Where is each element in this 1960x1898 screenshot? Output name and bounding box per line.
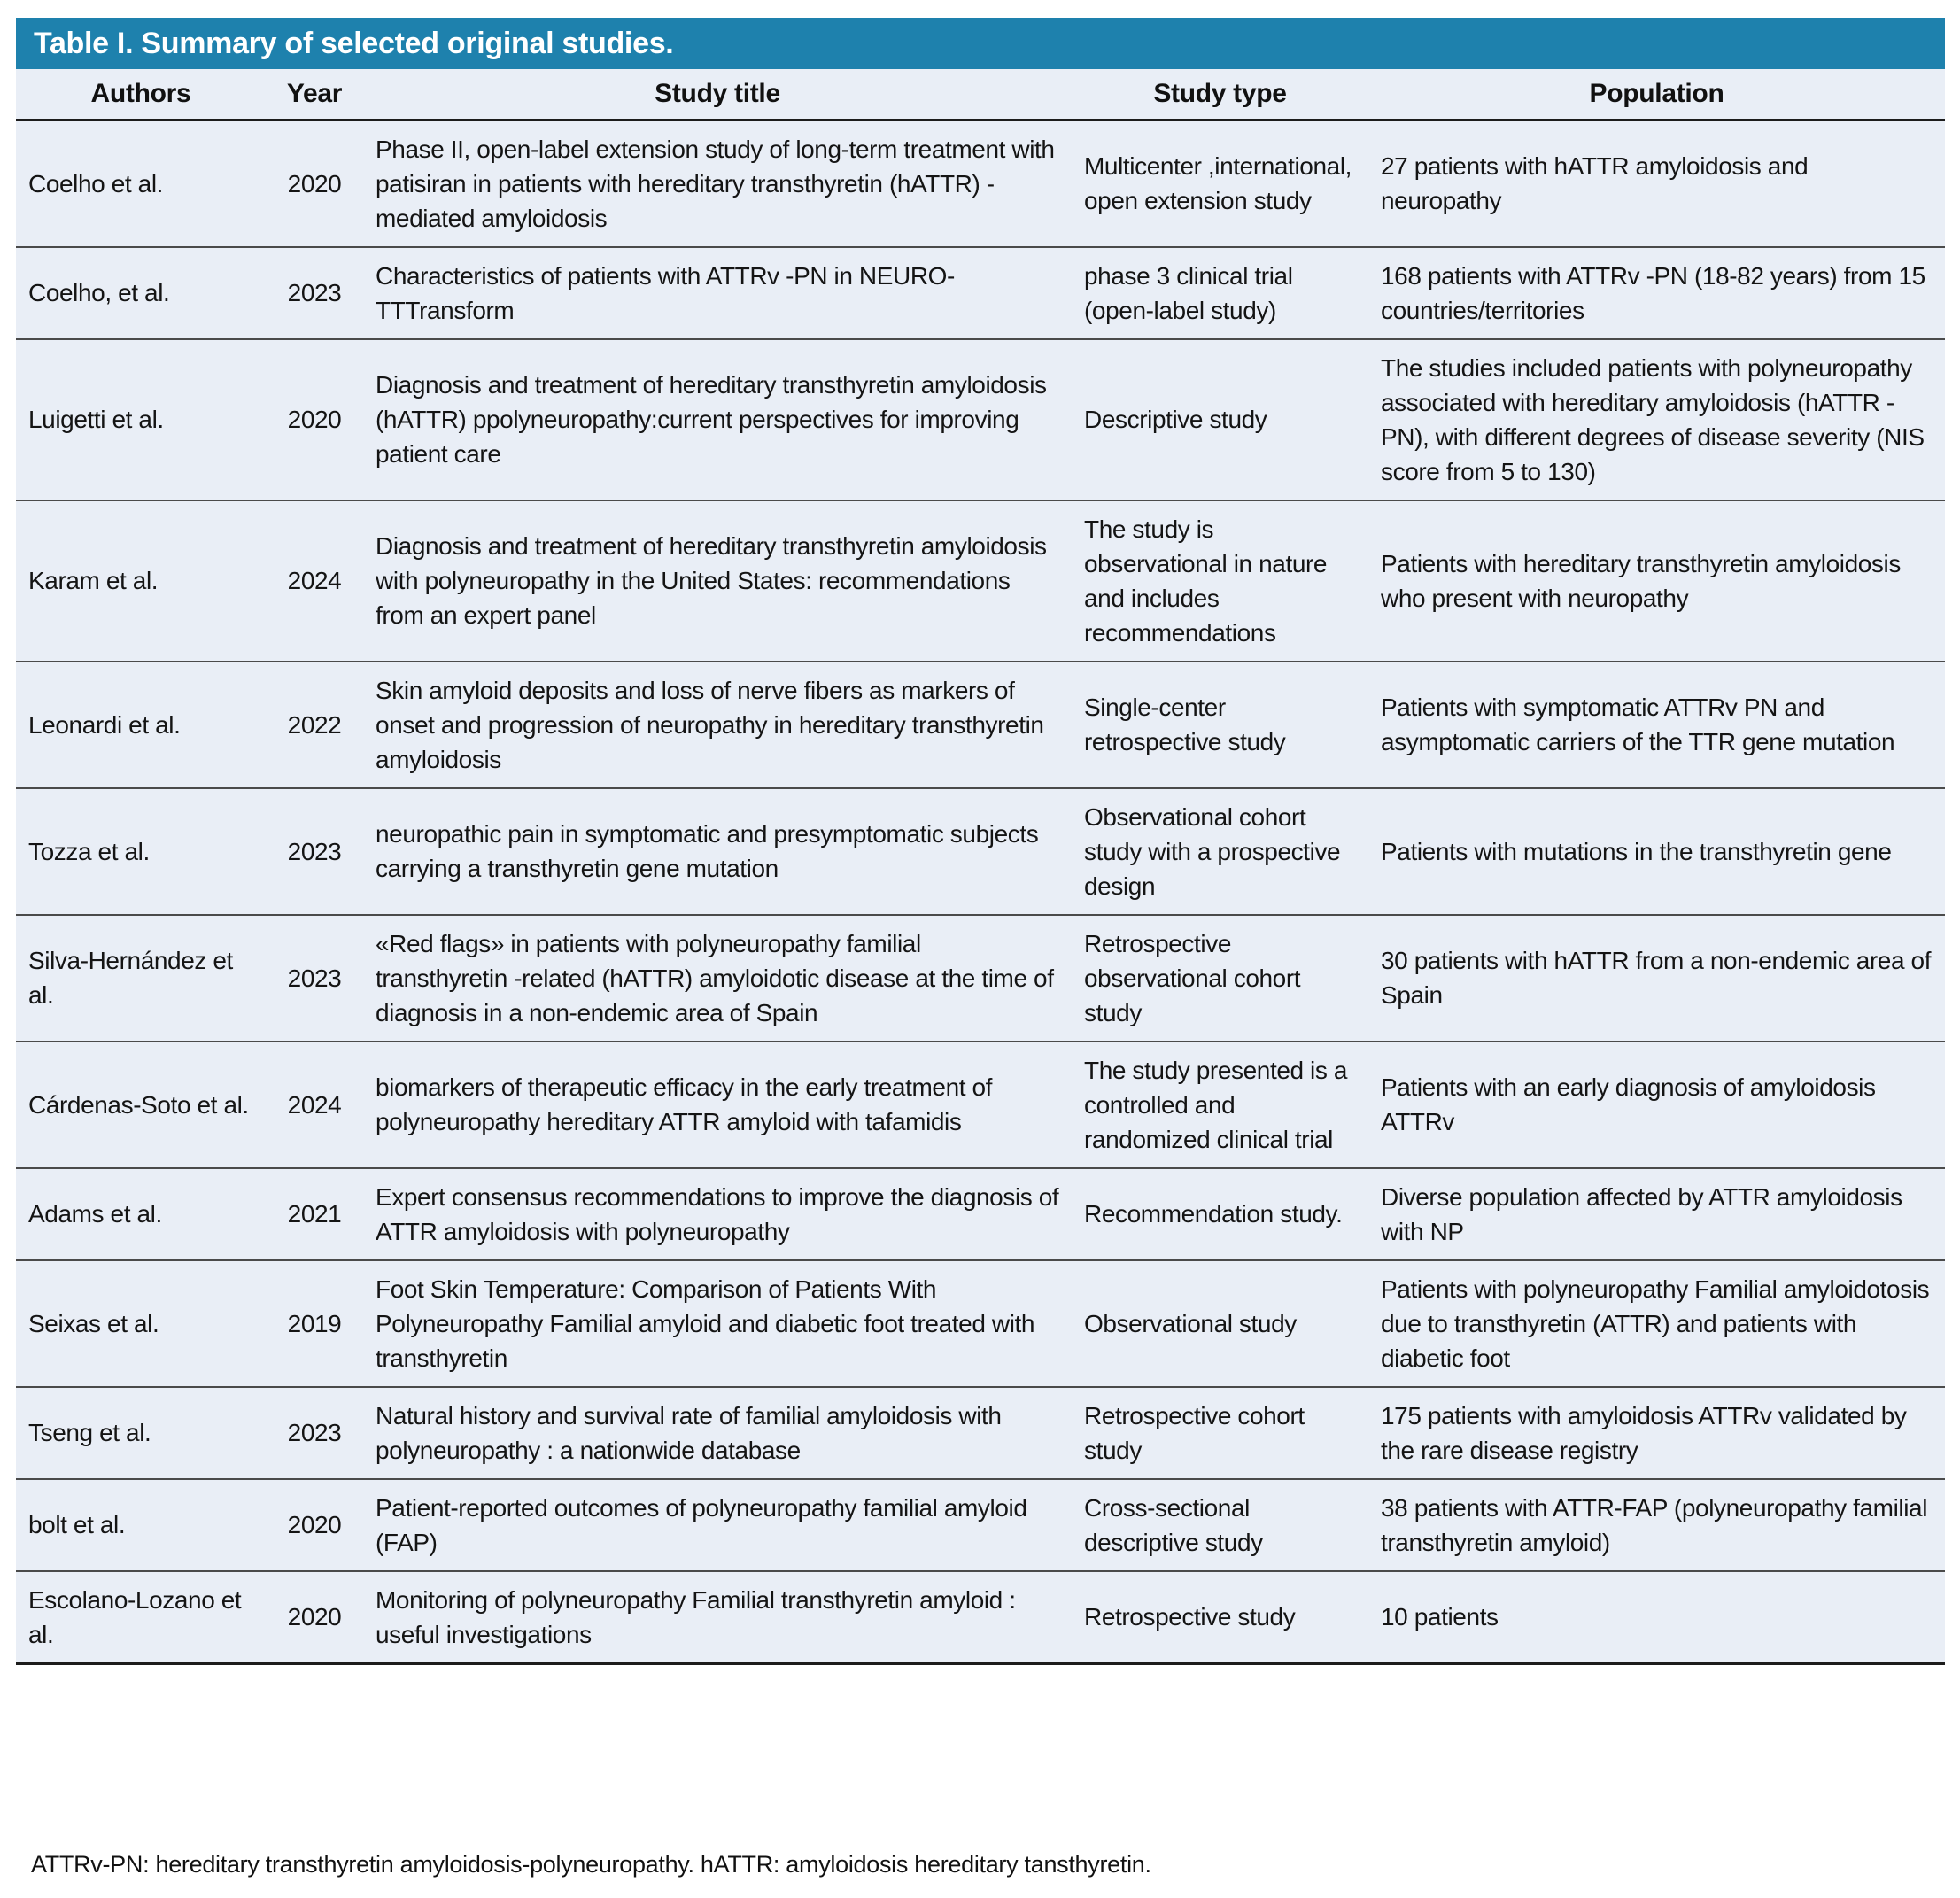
authors-cell: Silva-Hernández et al.: [16, 915, 266, 1042]
authors-cell: Leonardi et al.: [16, 662, 266, 788]
table-row: [16, 1260, 1945, 1387]
authors-cell: Tozza et al.: [16, 788, 266, 915]
population-cell: Patients with hereditary transthyretin amyloidosis who present with neuropathy: [1368, 500, 1945, 662]
year-cell: 2019: [266, 1260, 363, 1387]
year-cell: 2020: [266, 339, 363, 500]
study-title-cell: Diagnosis and treatment of hereditary transthyretin amyloidosis (hATTR) ppolyneuropathy:current perspectives for improving patient care: [363, 339, 1072, 500]
authors-cell: bolt et al.: [16, 1479, 266, 1571]
study-title-cell: neuropathic pain in symptomatic and presymptomatic subjects carrying a transthyretin gene mutation: [363, 788, 1072, 915]
table-row: [16, 662, 1945, 788]
year-cell: 2023: [266, 788, 363, 915]
study-title-cell: biomarkers of therapeutic efficacy in the early treatment of polyneuropathy hereditary ATTR amyloid with tafamidis: [363, 1042, 1072, 1168]
population-cell: Patients with polyneuropathy Familial amyloidotosis due to transthyretin (ATTR) and patients with diabetic foot: [1368, 1260, 1945, 1387]
study-type-cell: Observational study: [1072, 1260, 1368, 1387]
population-cell: 38 patients with ATTR-FAP (polyneuropathy familial transthyretin amyloid): [1368, 1479, 1945, 1571]
population-cell: 27 patients with hATTR amyloidosis and neuropathy: [1368, 120, 1945, 247]
table-row: [16, 1571, 1945, 1664]
population-cell: 168 patients with ATTRv -PN (18-82 years) from 15 countries/territories: [1368, 247, 1945, 339]
year-cell: 2021: [266, 1168, 363, 1260]
study-title-cell: Patient-reported outcomes of polyneuropathy familial amyloid (FAP): [363, 1479, 1072, 1571]
study-title-cell: Characteristics of patients with ATTRv -PN in NEURO- TTTransform: [363, 247, 1072, 339]
authors-cell: Escolano-Lozano et al.: [16, 1571, 266, 1664]
column-header-study-title: Study title: [363, 69, 1072, 120]
year-cell: 2020: [266, 1571, 363, 1664]
year-cell: 2023: [266, 915, 363, 1042]
population-cell: 10 patients: [1368, 1571, 1945, 1664]
table-row: [16, 1479, 1945, 1571]
year-cell: 2023: [266, 247, 363, 339]
table-row: [16, 1168, 1945, 1260]
study-type-cell: The study presented is a controlled and randomized clinical trial: [1072, 1042, 1368, 1168]
study-title-cell: Expert consensus recommendations to improve the diagnosis of ATTR amyloidosis with polyneuropathy: [363, 1168, 1072, 1260]
table-row: [16, 788, 1945, 915]
authors-cell: Luigetti et al.: [16, 339, 266, 500]
study-type-cell: Observational cohort study with a prospective design: [1072, 788, 1368, 915]
study-type-cell: Single-center retrospective study: [1072, 662, 1368, 788]
study-title-cell: Skin amyloid deposits and loss of nerve fibers as markers of onset and progression of neuropathy in hereditary transthyretin amyloidosis: [363, 662, 1072, 788]
study-type-cell: Retrospective cohort study: [1072, 1387, 1368, 1479]
study-type-cell: Recommendation study.: [1072, 1168, 1368, 1260]
column-header-year: Year: [266, 69, 363, 120]
study-title-cell: Diagnosis and treatment of hereditary transthyretin amyloidosis with polyneuropathy in the United States: recommendations from an expert panel: [363, 500, 1072, 662]
authors-cell: Coelho, et al.: [16, 247, 266, 339]
year-cell: 2020: [266, 1479, 363, 1571]
population-cell: Diverse population affected by ATTR amyloidosis with NP: [1368, 1168, 1945, 1260]
authors-cell: Tseng et al.: [16, 1387, 266, 1479]
population-cell: Patients with an early diagnosis of amyloidosis ATTRv: [1368, 1042, 1945, 1168]
table-footnote: ATTRv-PN: hereditary transthyretin amyloidosis-polyneuropathy. hATTR: amyloidosis hereditary tansthyretin.: [31, 1851, 1151, 1878]
study-type-cell: Retrospective study: [1072, 1571, 1368, 1664]
population-cell: Patients with symptomatic ATTRv PN and asymptomatic carriers of the TTR gene mutation: [1368, 662, 1945, 788]
table-row: [16, 120, 1945, 247]
year-cell: 2024: [266, 500, 363, 662]
table-row: [16, 915, 1945, 1042]
year-cell: 2024: [266, 1042, 363, 1168]
population-cell: 175 patients with amyloidosis ATTRv validated by the rare disease registry: [1368, 1387, 1945, 1479]
authors-cell: Seixas et al.: [16, 1260, 266, 1387]
table-row: [16, 1387, 1945, 1479]
table-row: [16, 500, 1945, 662]
year-cell: 2023: [266, 1387, 363, 1479]
summary-table: [16, 18, 1945, 1665]
column-header-authors: Authors: [16, 69, 266, 120]
study-title-cell: Phase II, open-label extension study of long-term treatment with patisiran in patients with hereditary transthyretin (hATTR) -mediated amyloidosis: [363, 120, 1072, 247]
study-type-cell: Cross-sectional descriptive study: [1072, 1479, 1368, 1571]
table-row: [16, 339, 1945, 500]
year-cell: 2022: [266, 662, 363, 788]
column-header-population: Population: [1368, 69, 1945, 120]
header-row: [16, 69, 1945, 120]
study-type-cell: Retrospective observational cohort study: [1072, 915, 1368, 1042]
authors-cell: Adams et al.: [16, 1168, 266, 1260]
year-cell: 2020: [266, 120, 363, 247]
study-title-cell: Foot Skin Temperature: Comparison of Patients With Polyneuropathy Familial amyloid and diabetic foot treated with transthyretin: [363, 1260, 1072, 1387]
authors-cell: Cárdenas-Soto et al.: [16, 1042, 266, 1168]
authors-cell: Coelho et al.: [16, 120, 266, 247]
study-title-cell: Natural history and survival rate of familial amyloidosis with polyneuropathy : a nationwide database: [363, 1387, 1072, 1479]
study-title-cell: «Red flags» in patients with polyneuropathy familial transthyretin -related (hATTR) amyloidotic disease at the time of diagnosis in a non-endemic area of Spain: [363, 915, 1072, 1042]
study-type-cell: phase 3 clinical trial (open-label study): [1072, 247, 1368, 339]
table-row: [16, 247, 1945, 339]
authors-cell: Karam et al.: [16, 500, 266, 662]
population-cell: Patients with mutations in the transthyretin gene: [1368, 788, 1945, 915]
study-title-cell: Monitoring of polyneuropathy Familial transthyretin amyloid : useful investigations: [363, 1571, 1072, 1664]
column-header-study-type: Study type: [1072, 69, 1368, 120]
study-type-cell: Multicenter ,international, open extension study: [1072, 120, 1368, 247]
table-row: [16, 1042, 1945, 1168]
study-type-cell: Descriptive study: [1072, 339, 1368, 500]
table-title: Table I. Summary of selected original studies.: [16, 18, 1945, 69]
studies-table: [16, 69, 1945, 1665]
population-cell: 30 patients with hATTR from a non-endemic area of Spain: [1368, 915, 1945, 1042]
study-type-cell: The study is observational in nature and includes recommendations: [1072, 500, 1368, 662]
population-cell: The studies included patients with polyneuropathy associated with hereditary amyloidosis (hATTR - PN), with different degrees of disease severity (NIS score from 5 to 130): [1368, 339, 1945, 500]
